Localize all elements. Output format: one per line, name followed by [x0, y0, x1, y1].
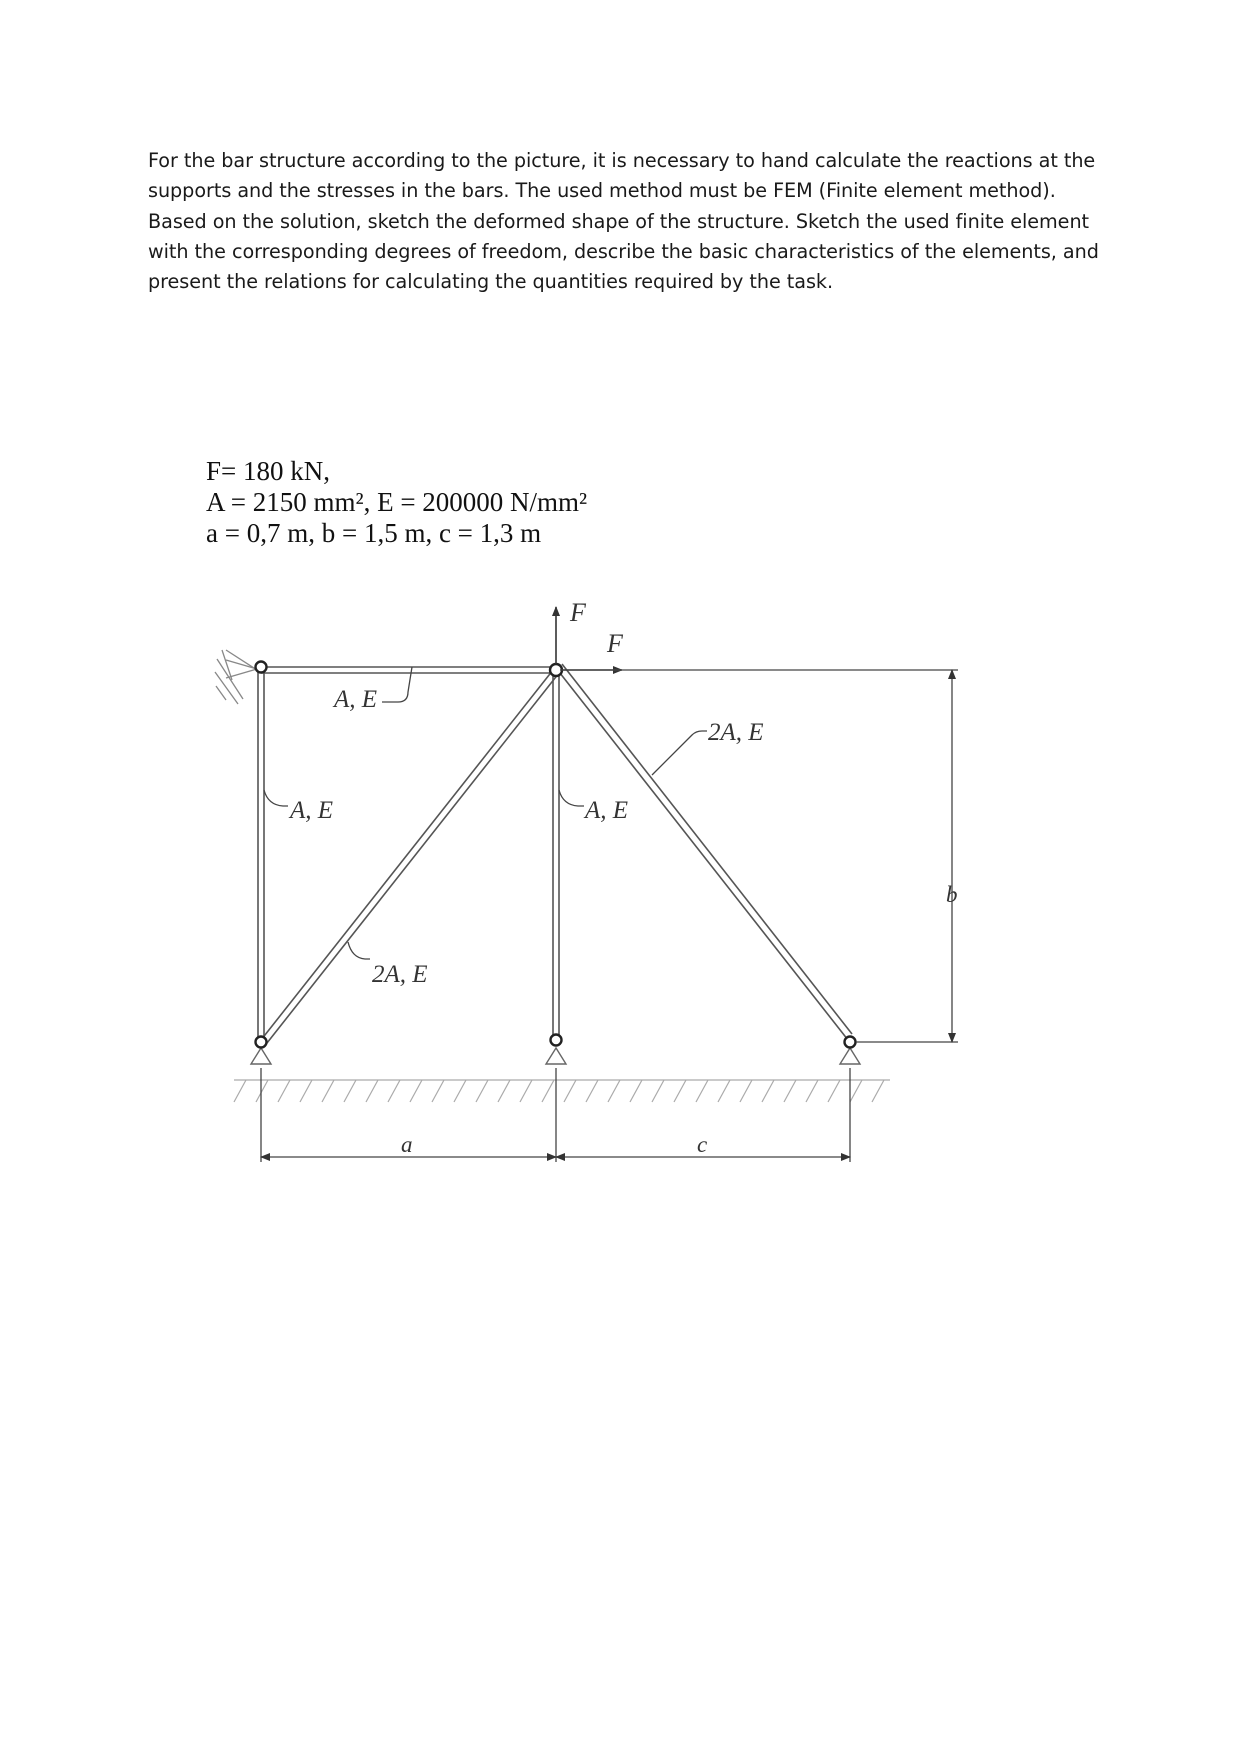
label-bar-middle: A, E [585, 797, 629, 824]
param-area-modulus: A = 2150 mm², E = 200000 N/mm² [206, 487, 588, 517]
support-right [840, 1048, 860, 1064]
label-bar-diagonal-left: 2A, E [372, 961, 428, 988]
joint-bottom-right [845, 1037, 856, 1048]
bar-diagonal-right [556, 664, 852, 1040]
wall-support [215, 650, 257, 704]
joint-bottom-middle [551, 1035, 562, 1046]
joint-top-left [256, 662, 267, 673]
truss-joints [256, 662, 856, 1048]
ground-line [234, 1080, 890, 1102]
dimension-c-label: c [697, 1132, 708, 1157]
support-middle [546, 1048, 566, 1064]
dimension-a-label: a [401, 1132, 413, 1157]
dimension-lines [261, 670, 958, 1162]
joint-bottom-left [256, 1037, 267, 1048]
bar-middle-vertical [553, 670, 559, 1040]
bar-top [261, 667, 555, 673]
param-force: F= 180 kN, [206, 456, 330, 486]
param-dimensions: a = 0,7 m, b = 1,5 m, c = 1,3 m [206, 518, 542, 548]
task-description: For the bar structure according to the picture, it is necessary to hand calculate the reactions at the supports and the stresses in the bars. The used method must be FEM (Finite element method). Based on the solution, sketch the deformed shape of the structure. Sketch the used finite element with the corresponding degrees of freedom, describe the basic characteristics of the elements, and present the relations for calculating the quantities required by the task. [148, 149, 1099, 294]
force-horizontal-label: F [607, 629, 623, 658]
bar-left-vertical [258, 670, 264, 1042]
dimension-b-label: b [946, 882, 958, 907]
force-vertical-label: F [570, 598, 586, 627]
label-bar-top: A, E [334, 686, 378, 713]
pin-supports [251, 1048, 860, 1064]
support-left [251, 1048, 271, 1064]
label-bar-diagonal-right: 2A, E [708, 719, 764, 746]
label-bar-left: A, E [290, 797, 334, 824]
